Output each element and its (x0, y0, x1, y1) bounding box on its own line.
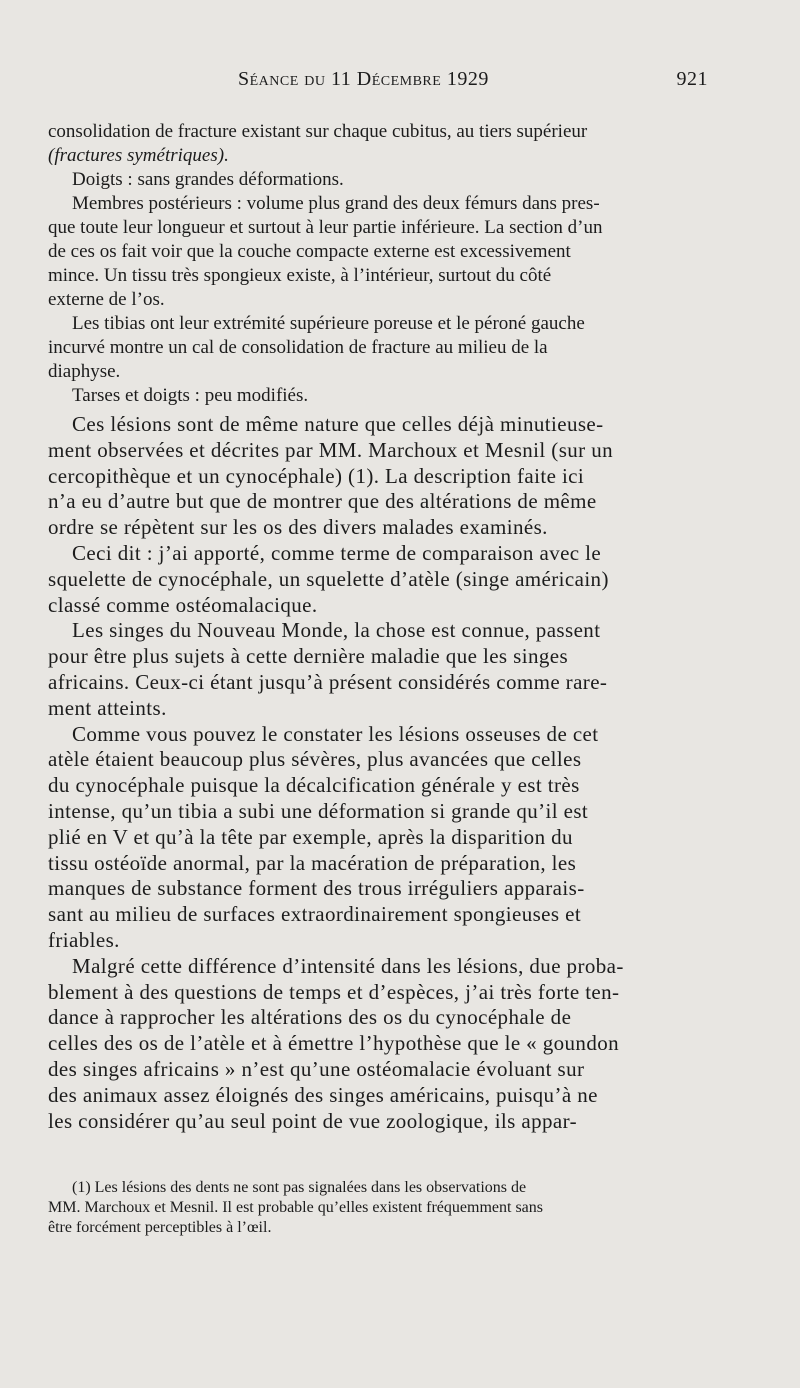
text-line: squelette de cynocéphale, un squelette d’atèle (singe américain) (48, 566, 609, 591)
text-line: des animaux assez éloignés des singes américains, puisqu’à ne (48, 1082, 598, 1107)
text-line: des singes africains » n’est qu’une ostéomalacie évoluant sur (48, 1056, 585, 1081)
observation-paragraphs (48, 120, 708, 408)
text-line: manques de substance forment des trous irréguliers apparais- (48, 876, 585, 901)
text-line: Comme vous pouvez le constater les lésions osseuses de cet (72, 721, 599, 746)
text-line: blement à des questions de temps et d’espèces, j’ai très forte ten- (48, 979, 620, 1004)
text-line: incurvé montre un cal de consolidation de fracture au milieu de la (48, 337, 548, 358)
footnote-line: (1) Les lésions des dents ne sont pas signalées dans les observations de (72, 1179, 527, 1196)
text-line: ordre se répètent sur les os des divers malades examinés. (48, 515, 548, 540)
text-line: friables. (48, 927, 120, 952)
text-line: externe de l’os. (48, 289, 165, 310)
text-line: celles des os de l’atèle et à émettre l’hypothèse que le « goundon (48, 1031, 620, 1056)
text-line: Malgré cette différence d’intensité dans les lésions, due proba- (72, 953, 624, 978)
text-line: ment atteints. (48, 695, 167, 720)
text-line: Tarses et doigts : peu modifiés. (72, 385, 309, 406)
text-line: mince. Un tissu très spongieux existe, à l’intérieur, surtout du côté (48, 265, 552, 286)
footnote (48, 1178, 708, 1238)
text-line: diaphyse. (48, 361, 121, 382)
text-line: plié en V et qu’à la tête par exemple, après la disparition du (48, 824, 573, 849)
header-title: Séance du 11 Décembre 1929 (238, 68, 489, 90)
text-line: tissu ostéoïde anormal, par la macération de préparation, les (48, 850, 577, 875)
text-line: Ceci dit : j’ai apporté, comme terme de comparaison avec le (72, 540, 602, 565)
text-line: Les tibias ont leur extrémité supérieure poreuse et le péroné gauche (72, 313, 585, 334)
footnote-line: être forcément perceptibles à l’œil. (48, 1219, 272, 1236)
text-line: dance à rapprocher les altérations des os du cynocéphale de (48, 1005, 572, 1030)
text-line: Doigts : sans grandes déformations. (72, 169, 344, 190)
text-line: que toute leur longueur et surtout à leur partie inférieure. La section d’un (48, 217, 603, 238)
text-line: pour être plus sujets à cette dernière maladie que les singes (48, 644, 569, 669)
text-line: Les singes du Nouveau Monde, la chose est connue, passent (72, 618, 601, 643)
page-number: 921 (676, 68, 708, 90)
text-line: atèle étaient beaucoup plus sévères, plus avancées que celles (48, 747, 582, 772)
text-line: (fractures symétriques). (48, 145, 229, 166)
text-line: Membres postérieurs : volume plus grand des deux fémurs dans pres- (72, 193, 600, 214)
text-line: consolidation de fracture existant sur chaque cubitus, au tiers supérieur (48, 121, 588, 142)
text-line: Ces lésions sont de même nature que celles déjà minutieuse- (72, 412, 604, 436)
text-line: les considérer qu’au seul point de vue zoologique, ils appar- (48, 1108, 577, 1133)
text-line: intense, qu’un tibia a subi une déformation si grande qu’il est (48, 798, 589, 823)
text-line: ment observées et décrites par MM. Marchoux et Mesnil (sur un (48, 437, 614, 462)
footnote-line: MM. Marchoux et Mesnil. Il est probable qu’elles existent fréquemment sans (48, 1199, 543, 1216)
text-line: du cynocéphale puisque la décalcification générale y est très (48, 773, 580, 798)
text-line: de ces os fait voir que la couche compacte externe est excessivement (48, 241, 571, 262)
text-line: classé comme ostéomalacique. (48, 592, 318, 617)
discussion-paragraphs (48, 412, 708, 1134)
running-header (48, 68, 712, 98)
text-line: africains. Ceux-ci étant jusqu’à présent considérés comme rare- (48, 669, 608, 694)
text-line: n’a eu d’autre but que de montrer que des altérations de même (48, 489, 597, 514)
text-line: sant au milieu de surfaces extraordinairement spongieuses et (48, 902, 582, 927)
text-line: cercopithèque et un cynocéphale) (1). La description faite ici (48, 463, 585, 488)
